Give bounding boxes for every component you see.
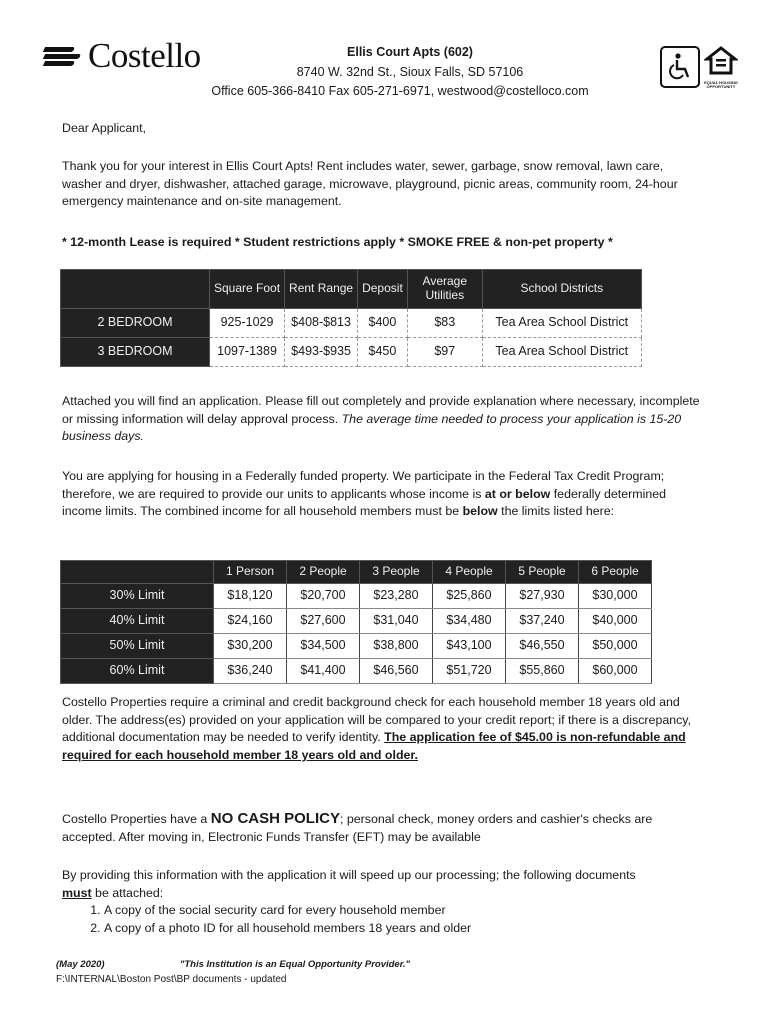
table-row (61, 309, 642, 338)
background-check-paragraph (62, 694, 702, 764)
logo-mark-icon (44, 39, 84, 73)
required-documents-list (62, 902, 662, 937)
table-row (61, 634, 652, 659)
table-cell: 925-1029 (210, 309, 285, 338)
table-cell: 1097-1389 (210, 338, 285, 367)
col-header: Average Utilities (407, 270, 482, 309)
no-cash-policy: NO CASH POLICY (210, 810, 340, 827)
col-header: 5 People (506, 561, 579, 584)
table-cell: $51,720 (433, 659, 506, 684)
footer-notes (56, 958, 410, 971)
documents-text-2: be attached: (91, 885, 164, 900)
table-cell: $400 (358, 309, 408, 338)
application-fee-notice: The application fee of $45.00 is non-refundable and required for each household member 18 years old and older. (62, 730, 686, 762)
equal-housing-icon (704, 45, 738, 75)
cash-policy-text-1: Costello Properties have a (62, 812, 211, 826)
table-cell: $31,040 (360, 609, 433, 634)
table-cell: $60,000 (579, 659, 652, 684)
row-header: 40% Limit (61, 609, 214, 634)
revision-date: (May 2020) (56, 959, 105, 970)
table-row (61, 659, 652, 684)
table-corner (61, 561, 214, 584)
col-header: Deposit (358, 270, 408, 309)
list-item: 2. A copy of a photo ID for all household members 18 years and older (104, 920, 662, 938)
federal-text-2: federally determined income limits. The combined income for all household members must be (62, 486, 667, 519)
table-cell: $36,240 (214, 659, 287, 684)
table-cell: $50,000 (579, 634, 652, 659)
col-header: School Districts (482, 270, 641, 309)
col-header: Square Foot (210, 270, 285, 309)
equal-housing-logo (702, 45, 740, 89)
application-note-text: Attached you will find an application. Please fill out completely and provide explanation where necessary, incomplete or missing information will delay approval process. (62, 394, 700, 426)
federal-text-3: the limits listed here: (497, 504, 615, 519)
lease-terms: * 12-month Lease is required * Student restrictions apply * SMOKE FREE & non-pet property * (62, 235, 613, 249)
table-row (61, 584, 652, 609)
units-table (60, 269, 642, 367)
table-cell: Tea Area School District (482, 309, 641, 338)
table-cell: $20,700 (287, 584, 360, 609)
table-cell: $97 (407, 338, 482, 367)
equal-opportunity-statement: "This Institution is an Equal Opportunity Provider." (179, 959, 411, 970)
documents-intro (62, 867, 662, 902)
table-cell: $46,550 (506, 634, 579, 659)
background-check-text: Costello Properties require a criminal and credit background check for each household member 18 years old and older. The address(es) provided on your application will be compared to your credit report; if there is a discrepancy, additional documentation may be needed to verify identity. (62, 695, 692, 745)
table-cell: $83 (407, 309, 482, 338)
federal-bold-2: below (462, 504, 498, 519)
eho-caption: EQUAL HOUSING OPPORTUNITY (704, 79, 738, 89)
table-row (61, 609, 652, 634)
row-header: 3 BEDROOM (61, 338, 210, 367)
table-cell: $40,000 (579, 609, 652, 634)
property-address: 8740 W. 32nd St., Sioux Falls, SD 57106 (296, 65, 524, 79)
col-header: Rent Range (285, 270, 358, 309)
table-cell: $493-$935 (285, 338, 358, 367)
income-limits-table (60, 560, 652, 684)
cash-policy-text-2: ; personal check, money orders and cashier's checks are accepted. After moving in, Electronic Funds Transfer (EFT) may be available (62, 812, 653, 845)
wheelchair-accessible-icon (660, 46, 700, 88)
table-cell: $25,860 (433, 584, 506, 609)
col-header: 4 People (433, 561, 506, 584)
row-header: 30% Limit (61, 584, 214, 609)
company-logo (44, 38, 201, 73)
contact-info: Office 605-366-8410 Fax 605-271-6971, westwood@costelloco.com (211, 84, 589, 98)
list-item: 1. A copy of the social security card for every household member (104, 902, 662, 920)
documents-section (62, 867, 662, 937)
table-cell: $46,560 (360, 659, 433, 684)
table-cell: $408-$813 (285, 309, 358, 338)
table-cell: $55,860 (506, 659, 579, 684)
col-header: 3 People (360, 561, 433, 584)
table-cell: $30,200 (214, 634, 287, 659)
must-emphasis: must (62, 885, 92, 900)
application-note (62, 393, 702, 446)
logo-wordmark: Costello (88, 36, 201, 75)
property-name: Ellis Court Apts (602) (347, 45, 473, 59)
intro-paragraph: Thank you for your interest in Ellis Court Apts! Rent includes water, sewer, garbage, snow removal, lawn care, washer and dryer, dishwasher, attached garage, microwave, playground, picnic areas, community room, 24-hour emergency maintenance and on-site management. (62, 159, 678, 209)
table-cell: $34,480 (433, 609, 506, 634)
col-header: 1 Person (214, 561, 287, 584)
processing-time-note: The average time needed to process your application is 15-20 business days. (62, 411, 682, 444)
table-cell: $27,600 (287, 609, 360, 634)
greeting: Dear Applicant, (62, 121, 147, 135)
col-header: 2 People (287, 561, 360, 584)
table-cell: $38,800 (360, 634, 433, 659)
row-header: 50% Limit (61, 634, 214, 659)
table-corner (61, 270, 210, 309)
table-cell: $41,400 (287, 659, 360, 684)
table-cell: $34,500 (287, 634, 360, 659)
table-cell: $43,100 (433, 634, 506, 659)
table-cell: Tea Area School District (482, 338, 641, 367)
federal-paragraph (62, 468, 702, 521)
table-row (61, 338, 642, 367)
file-path: F:\INTERNAL\Boston Post\BP documents - updated (56, 974, 287, 985)
federal-bold-1: at or below (484, 486, 551, 501)
row-header: 2 BEDROOM (61, 309, 210, 338)
table-cell: $23,280 (360, 584, 433, 609)
table-cell: $30,000 (579, 584, 652, 609)
table-cell: $27,930 (506, 584, 579, 609)
table-cell: $450 (358, 338, 408, 367)
cash-policy-paragraph (62, 808, 702, 847)
table-cell: $18,120 (214, 584, 287, 609)
federal-text-1: You are applying for housing in a Federally funded property. We participate in the Federal Tax Credit Program; therefore, we are required to provide our units to applicants whose income is (62, 469, 665, 501)
table-cell: $24,160 (214, 609, 287, 634)
documents-text-1: By providing this information with the application it will speed up our processing; the following documents (62, 868, 636, 882)
table-cell: $37,240 (506, 609, 579, 634)
col-header: 6 People (579, 561, 652, 584)
row-header: 60% Limit (61, 659, 214, 684)
